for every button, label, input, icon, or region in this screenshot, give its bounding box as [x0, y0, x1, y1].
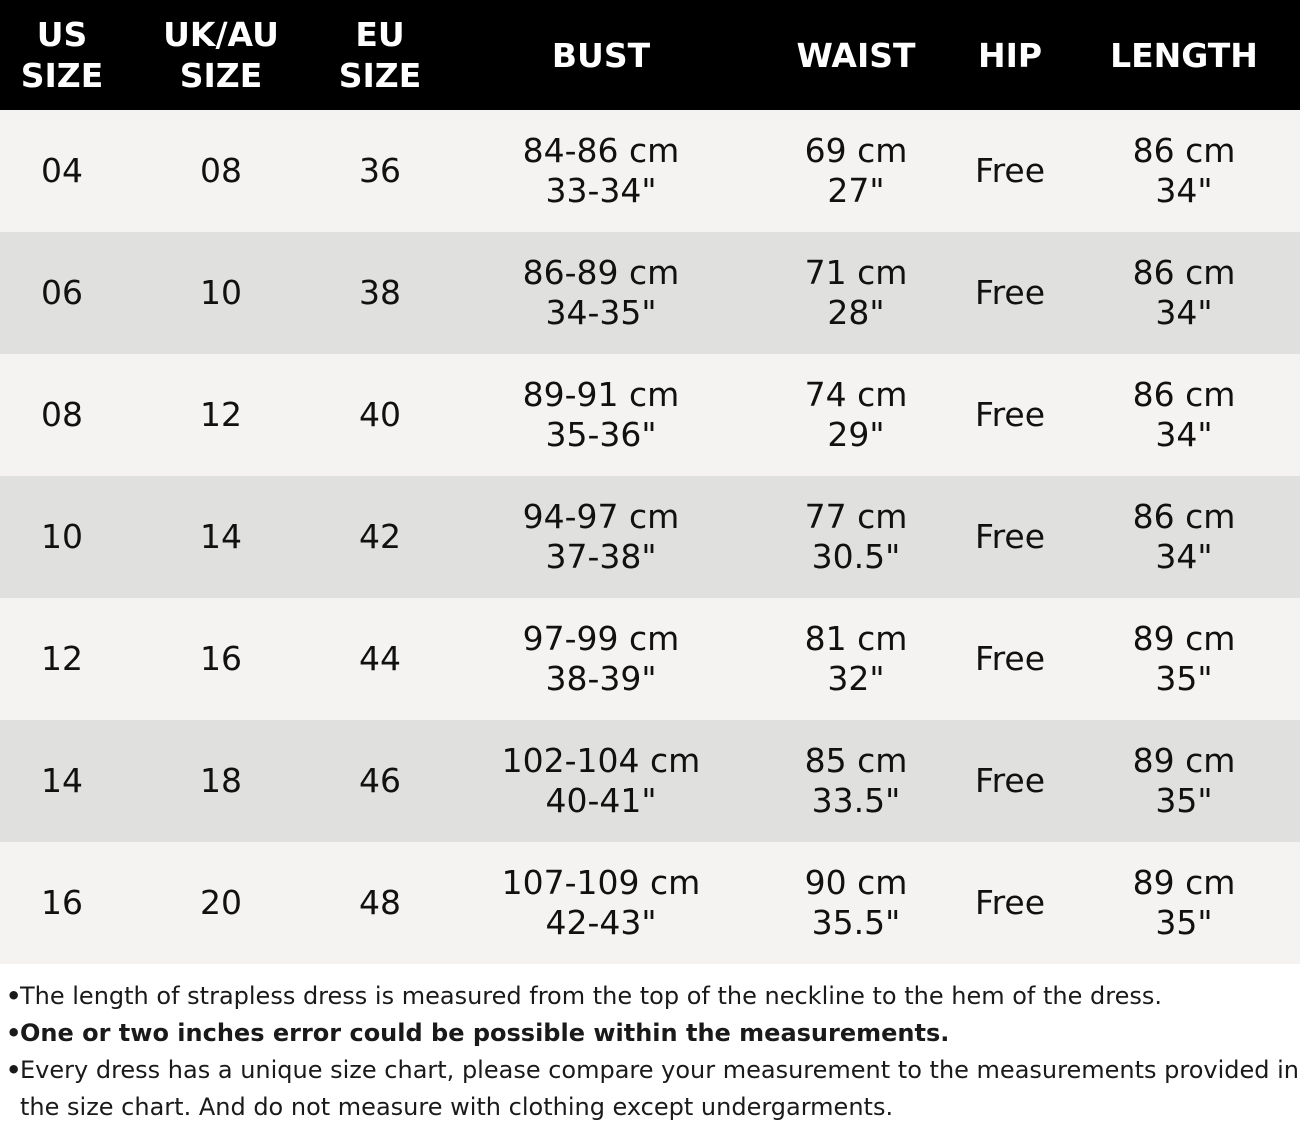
cell-waist-waist-in: 29" [827, 415, 885, 454]
cell-bust-bust-in: 42-43" [545, 903, 657, 942]
cell-us-size-us: 16 [41, 883, 83, 922]
cell-eu-size-eu: 40 [359, 395, 401, 434]
cell-hip-hip: Free [974, 151, 1046, 190]
bullet-icon: • [6, 982, 22, 1010]
table-row [0, 232, 1300, 354]
cell-hip [952, 639, 1068, 679]
cell-bust [442, 253, 760, 333]
cell-hip [952, 273, 1068, 313]
cell-hip-hip: Free [974, 395, 1046, 434]
cell-length-length-cm: 86 cm [1132, 253, 1236, 292]
cell-us-size-us: 14 [41, 761, 83, 800]
cell-bust-bust-cm: 97-99 cm [522, 619, 680, 658]
cell-bust-bust-cm: 89-91 cm [522, 375, 680, 414]
cell-us-size-us: 06 [41, 273, 83, 312]
cell-waist [760, 131, 952, 211]
cell-hip [952, 151, 1068, 191]
cell-bust-bust-cm: 107-109 cm [501, 863, 701, 902]
table-body [0, 110, 1300, 964]
cell-length-length-in: 35" [1155, 903, 1213, 942]
cell-uk-au-size-uk: 16 [200, 639, 242, 678]
cell-bust-bust-in: 33-34" [545, 171, 657, 210]
cell-waist-waist-in: 27" [827, 171, 885, 210]
cell-uk-au-size-uk: 12 [200, 395, 242, 434]
cell-bust-bust-cm: 94-97 cm [522, 497, 680, 536]
cell-uk-au-size [124, 639, 318, 679]
header-us-size: US SIZE [20, 15, 104, 95]
cell-length-length-cm: 86 cm [1132, 131, 1236, 170]
cell-bust-bust-cm: 86-89 cm [522, 253, 680, 292]
cell-length-length-in: 34" [1155, 293, 1213, 332]
header-eu-size: EU SIZE [338, 15, 422, 95]
cell-eu-size-eu: 36 [359, 151, 401, 190]
cell-length [1068, 375, 1300, 455]
cell-length-length-in: 34" [1155, 171, 1213, 210]
cell-uk-au-size-uk: 14 [200, 517, 242, 556]
cell-us-size [0, 151, 124, 191]
cell-waist-waist-cm: 90 cm [804, 863, 908, 902]
cell-eu-size [318, 639, 442, 679]
table-row [0, 720, 1300, 842]
cell-us-size [0, 761, 124, 801]
cell-eu-size [318, 517, 442, 557]
cell-length-length-cm: 86 cm [1132, 375, 1236, 414]
notes-list [0, 964, 1300, 1126]
cell-length-length-in: 35" [1155, 781, 1213, 820]
header-uk-au-size: UK/AU SIZE [163, 15, 279, 95]
cell-bust [442, 497, 760, 577]
note-item [6, 1015, 1300, 1052]
cell-eu-size-eu: 44 [359, 639, 401, 678]
cell-waist [760, 741, 952, 821]
cell-eu-size [318, 761, 442, 801]
cell-waist [760, 497, 952, 577]
cell-eu-size-eu: 42 [359, 517, 401, 556]
cell-waist-waist-in: 32" [827, 659, 885, 698]
cell-eu-size [318, 883, 442, 923]
cell-waist-waist-in: 33.5" [811, 781, 901, 820]
cell-waist-waist-cm: 77 cm [804, 497, 908, 536]
cell-waist-waist-cm: 71 cm [804, 253, 908, 292]
cell-bust-bust-in: 37-38" [545, 537, 657, 576]
cell-waist-waist-cm: 81 cm [804, 619, 908, 658]
note-text: One or two inches error could be possible within the measurements. [20, 1019, 950, 1047]
cell-length-length-in: 35" [1155, 659, 1213, 698]
cell-hip-hip: Free [974, 883, 1046, 922]
cell-eu-size-eu: 38 [359, 273, 401, 312]
table-row [0, 476, 1300, 598]
table-row [0, 598, 1300, 720]
cell-length [1068, 741, 1300, 821]
cell-length [1068, 863, 1300, 943]
cell-hip [952, 517, 1068, 557]
table-row [0, 110, 1300, 232]
cell-uk-au-size [124, 517, 318, 557]
cell-bust [442, 619, 760, 699]
cell-waist [760, 619, 952, 699]
cell-waist-waist-cm: 85 cm [804, 741, 908, 780]
cell-uk-au-size [124, 395, 318, 435]
cell-length-length-cm: 89 cm [1132, 741, 1236, 780]
cell-waist-waist-in: 28" [827, 293, 885, 332]
cell-us-size-us: 04 [41, 151, 83, 190]
note-text: The length of strapless dress is measured from the top of the neckline to the hem of the dress. [20, 982, 1162, 1010]
cell-hip-hip: Free [974, 517, 1046, 556]
cell-us-size-us: 10 [41, 517, 83, 556]
cell-us-size [0, 273, 124, 313]
cell-length-length-cm: 89 cm [1132, 863, 1236, 902]
cell-us-size [0, 517, 124, 557]
cell-hip-hip: Free [974, 761, 1046, 800]
cell-waist-waist-cm: 74 cm [804, 375, 908, 414]
cell-us-size [0, 395, 124, 435]
cell-uk-au-size-uk: 08 [200, 151, 242, 190]
cell-bust-bust-in: 34-35" [545, 293, 657, 332]
cell-length [1068, 253, 1300, 333]
cell-hip [952, 883, 1068, 923]
cell-us-size [0, 883, 124, 923]
cell-hip-hip: Free [974, 639, 1046, 678]
table-row [0, 354, 1300, 476]
bullet-icon: • [6, 1056, 22, 1084]
cell-bust-bust-in: 38-39" [545, 659, 657, 698]
cell-bust-bust-cm: 84-86 cm [522, 131, 680, 170]
cell-uk-au-size [124, 761, 318, 801]
cell-bust [442, 741, 760, 821]
cell-uk-au-size-uk: 20 [200, 883, 242, 922]
cell-us-size-us: 12 [41, 639, 83, 678]
cell-uk-au-size-uk: 10 [200, 273, 242, 312]
note-item [6, 978, 1300, 1015]
cell-bust-bust-cm: 102-104 cm [501, 741, 701, 780]
cell-uk-au-size [124, 151, 318, 191]
table-row [0, 842, 1300, 964]
cell-length [1068, 619, 1300, 699]
cell-waist-waist-in: 30.5" [811, 537, 901, 576]
note-item [6, 1052, 1300, 1126]
cell-uk-au-size [124, 883, 318, 923]
header-hip: HIP [977, 35, 1043, 75]
header-length: LENGTH [1110, 35, 1258, 75]
bullet-icon: • [6, 1019, 22, 1047]
cell-hip-hip: Free [974, 273, 1046, 312]
cell-bust [442, 863, 760, 943]
cell-bust-bust-in: 40-41" [545, 781, 657, 820]
cell-hip [952, 395, 1068, 435]
cell-bust [442, 375, 760, 455]
header-bust: BUST [551, 35, 651, 75]
cell-waist [760, 253, 952, 333]
header-waist: WAIST [796, 35, 916, 75]
cell-length-length-cm: 89 cm [1132, 619, 1236, 658]
cell-bust [442, 131, 760, 211]
cell-length-length-in: 34" [1155, 537, 1213, 576]
cell-uk-au-size [124, 273, 318, 313]
cell-us-size [0, 639, 124, 679]
cell-eu-size-eu: 46 [359, 761, 401, 800]
cell-eu-size-eu: 48 [359, 883, 401, 922]
cell-eu-size [318, 151, 442, 191]
cell-uk-au-size-uk: 18 [200, 761, 242, 800]
cell-length-length-in: 34" [1155, 415, 1213, 454]
table-header [0, 0, 1300, 110]
cell-bust-bust-in: 35-36" [545, 415, 657, 454]
cell-hip [952, 761, 1068, 801]
cell-eu-size [318, 395, 442, 435]
cell-length [1068, 131, 1300, 211]
cell-length-length-cm: 86 cm [1132, 497, 1236, 536]
cell-us-size-us: 08 [41, 395, 83, 434]
cell-waist-waist-in: 35.5" [811, 903, 901, 942]
cell-waist-waist-cm: 69 cm [804, 131, 908, 170]
cell-eu-size [318, 273, 442, 313]
cell-waist [760, 863, 952, 943]
cell-length [1068, 497, 1300, 577]
cell-waist [760, 375, 952, 455]
note-text: Every dress has a unique size chart, please compare your measurement to the measurements provided in the size chart. And do not measure with clothing except undergarments. [20, 1056, 1299, 1121]
